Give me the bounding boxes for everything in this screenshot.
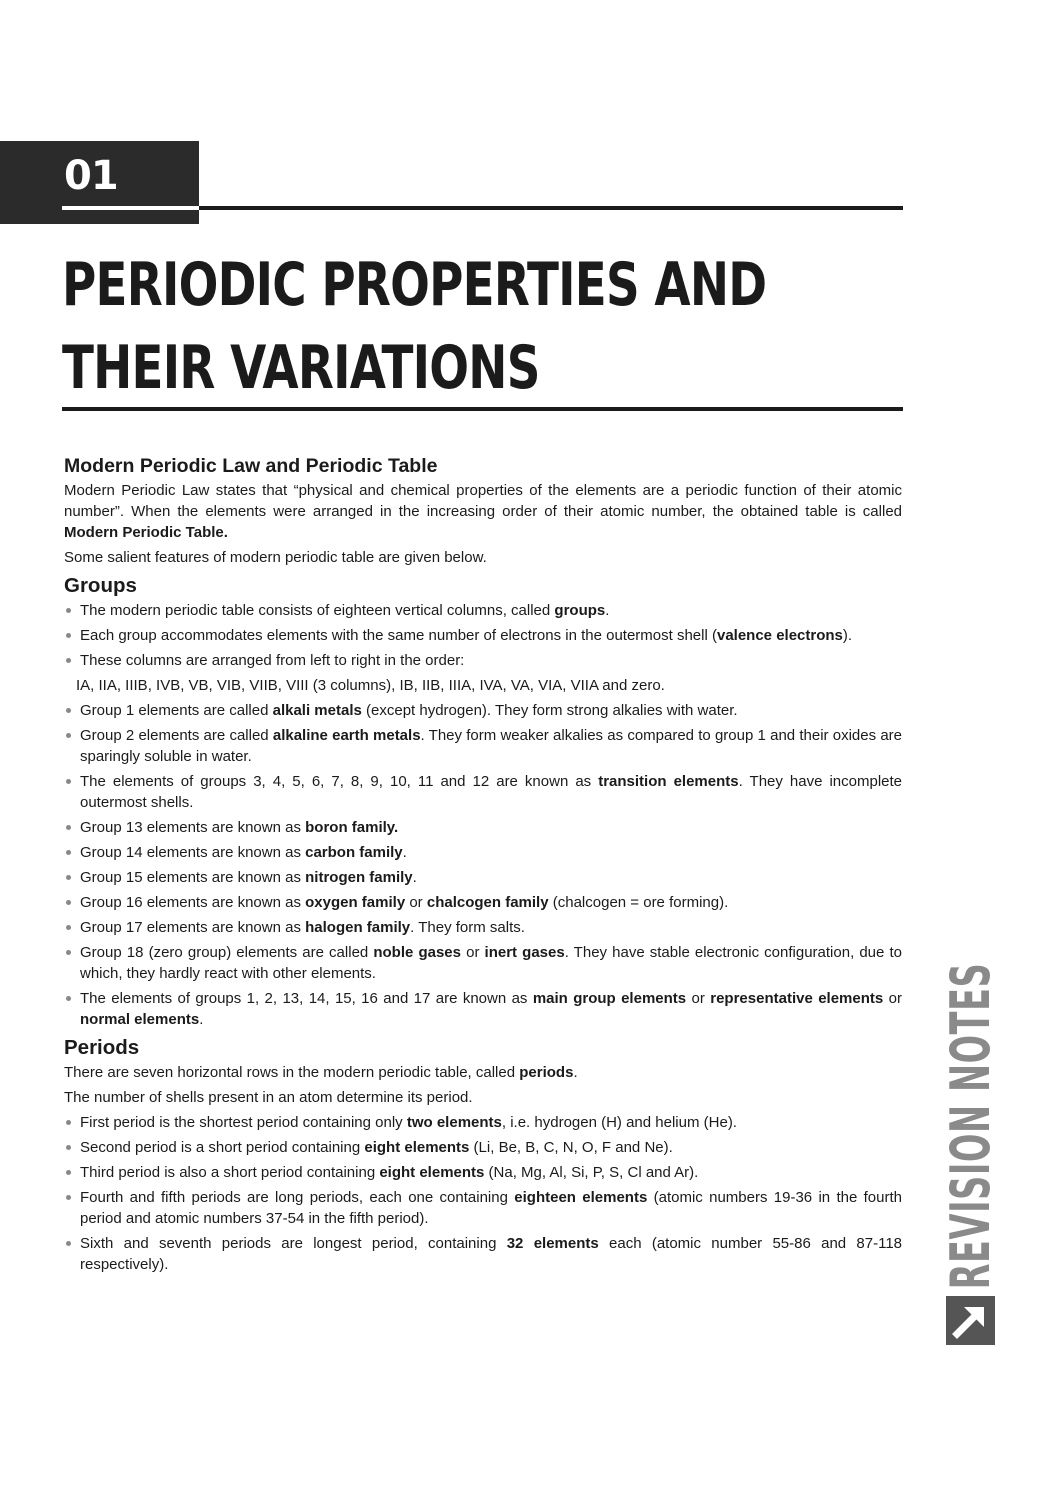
bullet-list <box>64 1112 902 1275</box>
list-item: The elements of groups 3, 4, 5, 6, 7, 8, 9, 10, 11 and 12 are known as transition elements. They have incomplete outermost shells. <box>64 771 902 813</box>
list-item: Group 1 elements are called alkali metals (except hydrogen). They form strong alkalies with water. <box>64 700 902 721</box>
title-rule <box>62 407 903 411</box>
list-item: First period is the shortest period containing only two elements, i.e. hydrogen (H) and helium (He). <box>64 1112 902 1133</box>
list-item: Sixth and seventh periods are longest period, containing 32 elements each (atomic number 55-86 and 87-118 respectively). <box>64 1233 902 1275</box>
section-heading: Groups <box>64 574 137 597</box>
section-heading: Periods <box>64 1036 140 1059</box>
revision-notes-tab <box>939 962 1002 1290</box>
list-item: Fourth and fifth periods are long periods, each one containing eighteen elements (atomic numbers 19-36 in the fourth period and atomic numbers 37-54 in the fifth period). <box>64 1187 902 1229</box>
section-groups <box>64 572 902 1030</box>
paragraph: Some salient features of modern periodic table are given below. <box>64 549 487 566</box>
section-modern-periodic-law <box>64 452 902 568</box>
list-item: Group 16 elements are known as oxygen family or chalcogen family (chalcogen = ore forming). <box>64 892 902 913</box>
paragraph: Modern Periodic Law states that “physical and chemical properties of the elements are a periodic function of their atomic number”. When the elements were arranged in the increasing order of their atomic number, the obtained table is called Modern Periodic Table. <box>64 482 902 541</box>
chapter-number-underline <box>62 206 199 210</box>
paragraph: The number of shells present in an atom determine its period. <box>64 1089 473 1106</box>
list-item: These columns are arranged from left to right in the order: IA, IIA, IIIB, IVB, VB, VIB, VIIB, VIII (3 columns), IB, IIB, IIIA, IVA, VA, VIA, VIIA and zero. <box>64 650 902 696</box>
revision-notes-label: REVISION NOTES <box>939 962 1002 1290</box>
chapter-title-line-2: THEIR VARIATIONS <box>62 333 540 403</box>
list-item: Second period is a short period containing eight elements (Li, Be, B, C, N, O, F and Ne). <box>64 1137 902 1158</box>
section-periods <box>64 1034 902 1275</box>
chapter-number: 01 <box>64 153 118 199</box>
list-item: The elements of groups 1, 2, 13, 14, 15, 16 and 17 are known as main group elements or representative elements or normal elements. <box>64 988 902 1030</box>
content <box>64 452 902 1279</box>
list-item: Each group accommodates elements with the same number of electrons in the outermost shell (valence electrons). <box>64 625 902 646</box>
chapter-title <box>62 244 767 410</box>
list-item: Group 2 elements are called alkaline earth metals. They form weaker alkalies as compared to group 1 and their oxides are sparingly soluble in water. <box>64 725 902 767</box>
chapter-title-line-1: PERIODIC PROPERTIES AND <box>62 250 767 320</box>
paragraph: There are seven horizontal rows in the modern periodic table, called periods. <box>64 1064 578 1081</box>
list-item: Third period is also a short period containing eight elements (Na, Mg, Al, Si, P, S, Cl and Ar). <box>64 1162 902 1183</box>
list-item: Group 18 (zero group) elements are called noble gases or inert gases. They have stable electronic configuration, due to which, they hardly react with other elements. <box>64 942 902 984</box>
section-heading: Modern Periodic Law and Periodic Table <box>64 455 438 477</box>
list-item: Group 17 elements are known as halogen family. They form salts. <box>64 917 902 938</box>
list-item: Group 13 elements are known as boron family. <box>64 817 902 838</box>
arrow-up-right-icon <box>946 1296 995 1345</box>
list-item: The modern periodic table consists of eighteen vertical columns, called groups. <box>64 600 902 621</box>
chapter-header-rule <box>199 206 903 210</box>
list-item: Group 15 elements are known as nitrogen family. <box>64 867 902 888</box>
list-item: Group 14 elements are known as carbon family. <box>64 842 902 863</box>
bullet-list <box>64 600 902 1030</box>
